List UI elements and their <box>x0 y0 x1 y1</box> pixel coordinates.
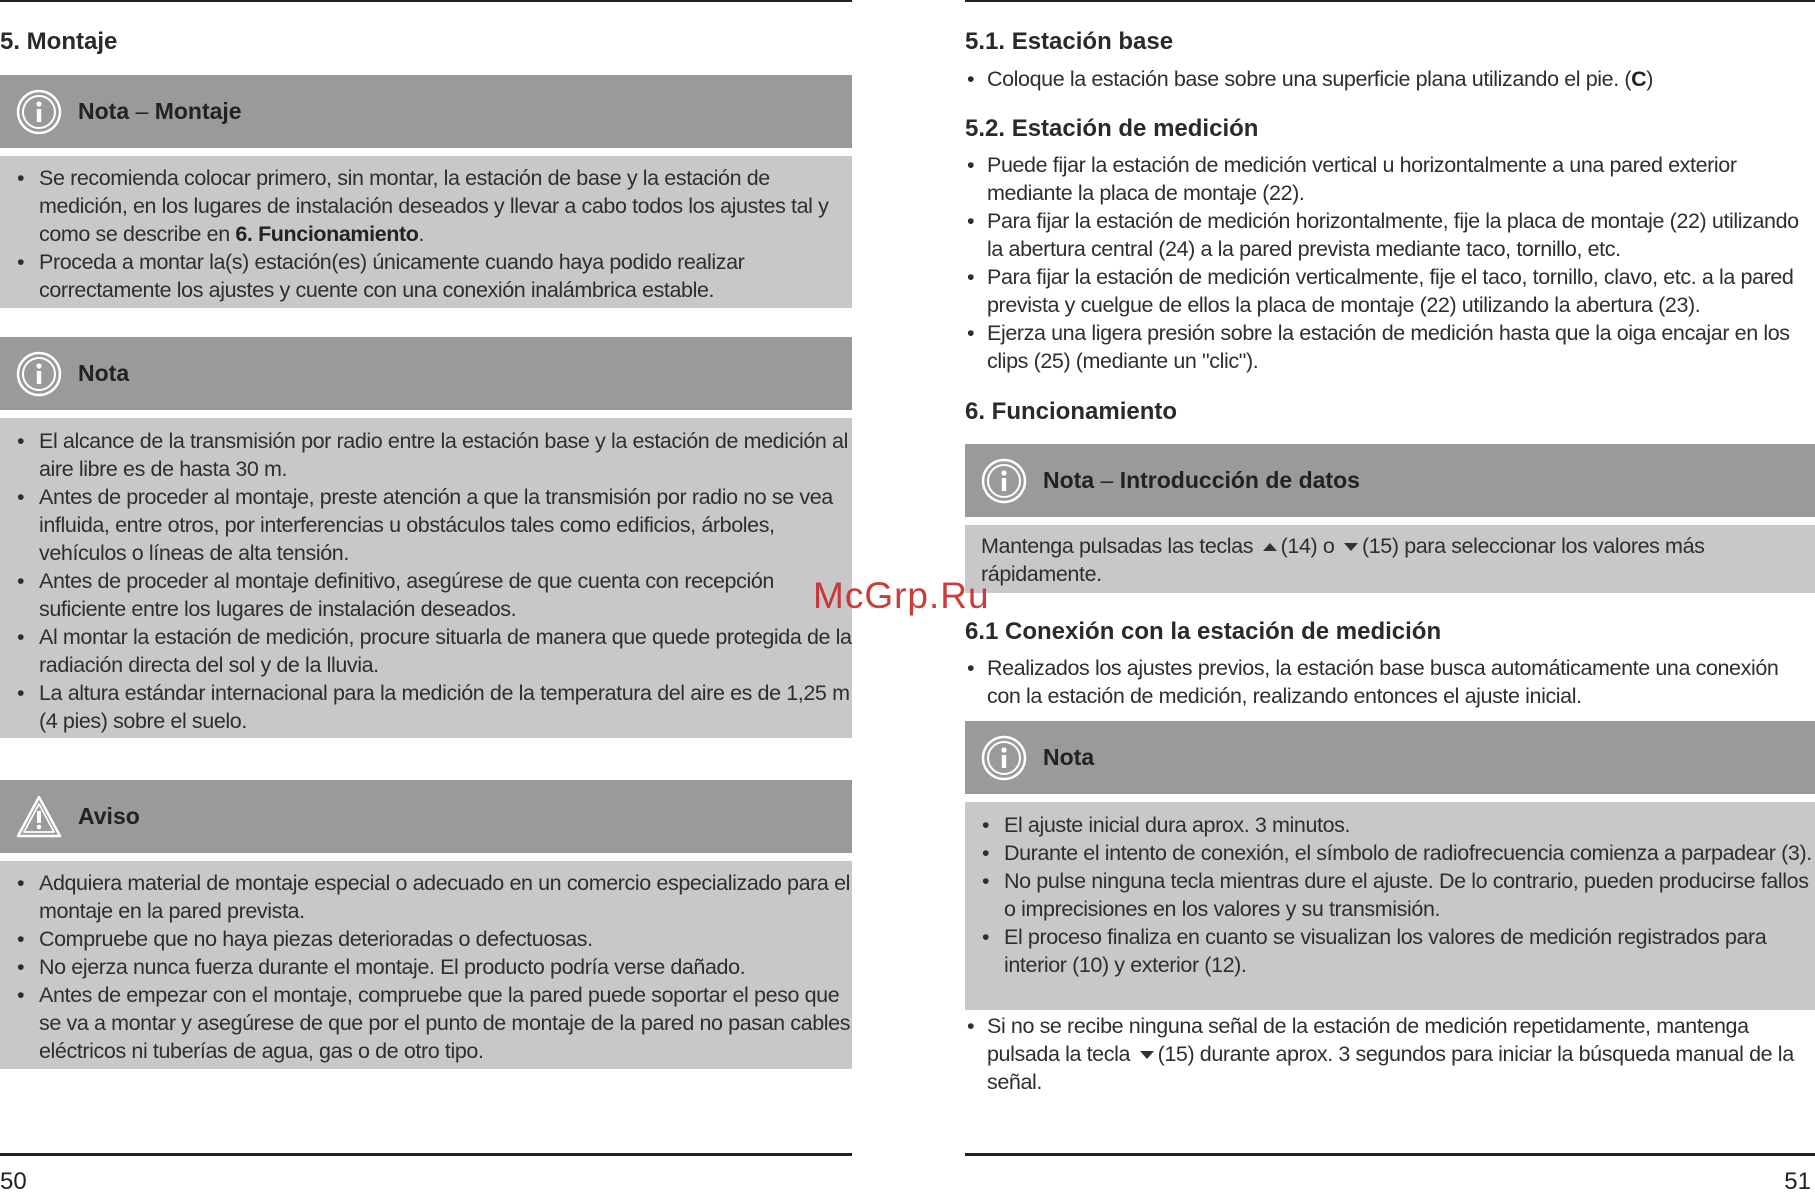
note-header <box>0 337 852 410</box>
warning-title: Aviso <box>78 803 140 829</box>
note-montaje-body <box>0 156 852 308</box>
right-page <box>965 0 1815 1195</box>
watermark: McGrp.Ru <box>813 575 990 616</box>
note-body <box>965 802 1815 1010</box>
estacion-medicion-list <box>965 151 1815 375</box>
note-list <box>0 418 852 735</box>
note-list <box>965 802 1815 979</box>
list-item: • La altura estándar internacional para la medición de la temperatura del aire es de 1,25 m (4 pies) sobre el suelo. <box>0 679 852 735</box>
arrow-down-icon <box>1344 543 1358 551</box>
list-item: • El proceso finaliza en cuanto se visualizan los valores de medición registrados para interior (10) y exterior (12). <box>965 923 1815 979</box>
note-introduccion-header <box>965 444 1815 517</box>
list-item: • Antes de proceder al montaje definitivo, asegúrese de que cuenta con recepción suficiente entre los lugares de instalación deseados. <box>0 567 852 623</box>
list-item: • Durante el intento de conexión, el símbolo de radiofrecuencia comienza a parpadear (3). <box>965 839 1815 867</box>
note-title: Nota – Montaje <box>78 98 242 124</box>
section-heading-funcionamiento: 6. Funcionamiento <box>965 398 1178 425</box>
section-heading-estacion-base: 5.1. Estación base <box>965 28 1174 55</box>
warning-list <box>0 861 852 1065</box>
list-item: • Para fijar la estación de medición verticalmente, fije el taco, tornillo, clavo, etc. a la pared prevista y cuelgue de ellos la placa de montaje (22) utilizando la abertura (23). <box>965 263 1815 319</box>
top-rule <box>965 0 1815 2</box>
warning-body <box>0 861 852 1069</box>
note-title: Nota <box>1043 744 1095 770</box>
warning-header <box>0 780 852 853</box>
note-title: Nota – Introducción de datos <box>1043 467 1360 493</box>
conexion-list <box>965 654 1815 710</box>
list-item: • Al montar la estación de medición, procure situarla de manera que quede protegida de la radiación directa del sol y de la lluvia. <box>0 623 852 679</box>
list-item: • El alcance de la transmisión por radio entre la estación base y la estación de medición al aire libre es de hasta 30 m. <box>0 427 852 483</box>
info-icon <box>981 458 1027 504</box>
page-number: 51 <box>1784 1168 1811 1195</box>
list-item: • Adquiera material de montaje especial o adecuado en un comercio especializado para el montaje en la pared prevista. <box>0 869 852 925</box>
estacion-base-list <box>965 65 1815 93</box>
info-icon <box>981 735 1027 781</box>
top-rule <box>0 0 852 2</box>
list-item: • No pulse ninguna tecla mientras dure el ajuste. De lo contrario, pueden producirse fallos o imprecisiones en los valores y su transmisión. <box>965 867 1815 923</box>
note-title: Nota <box>78 360 130 386</box>
list-item: • No ejerza nunca fuerza durante el montaje. El producto podría verse dañado. <box>0 953 852 981</box>
note-header <box>965 721 1815 794</box>
info-icon <box>16 351 62 397</box>
list-item: • Proceda a montar la(s) estación(es) únicamente cuando haya podido realizar correctamente los ajustes y cuente con una conexión inalámbrica estable. <box>0 248 852 304</box>
page-number: 50 <box>0 1168 27 1195</box>
warning-icon <box>16 794 62 840</box>
list-item: • Puede fijar la estación de medición vertical u horizontalmente a una pared exterior mediante la placa de montaje (22). <box>965 151 1815 207</box>
arrow-up-icon <box>1263 543 1277 551</box>
note-text: Mantenga pulsadas las teclas (14) o (15) para seleccionar los valores más rápidamente. <box>981 534 1705 586</box>
list-item: • Si no se recibe ninguna señal de la estación de medición repetidamente, mantenga pulsada la tecla (15) durante aprox. 3 segundos para iniciar la búsqueda manual de la señal. <box>965 1012 1815 1096</box>
info-icon <box>16 89 62 135</box>
list-item: • Ejerza una ligera presión sobre la estación de medición hasta que la oiga encajar en los clips (25) (mediante un "clic"). <box>965 319 1815 375</box>
left-page <box>0 0 852 1195</box>
list-item: • El ajuste inicial dura aprox. 3 minutos. <box>965 811 1815 839</box>
list-item: • Coloque la estación base sobre una superficie plana utilizando el pie. (C) <box>965 65 1815 93</box>
note-montaje-header <box>0 75 852 148</box>
note-introduccion-body <box>965 525 1815 593</box>
list-item: • Para fijar la estación de medición horizontalmente, fije la placa de montaje (22) utilizando la abertura central (24) a la pared prevista mediante taco, tornillo, etc. <box>965 207 1815 263</box>
conexion-final-list <box>965 1012 1815 1096</box>
bottom-rule <box>965 1153 1815 1156</box>
list-item: • Antes de empezar con el montaje, compruebe que la pared puede soportar el peso que se va a montar y asegúrese de que por el punto de montaje de la pared no pasan cables eléctricos ni tuberías de agua, gas o de otro tipo. <box>0 981 852 1065</box>
section-heading-estacion-medicion: 5.2. Estación de medición <box>965 115 1259 142</box>
list-item: • Se recomienda colocar primero, sin montar, la estación de base y la estación de medición, en los lugares de instalación deseados y llevar a cabo todos los ajustes tal y como se describe en 6. Funcionamiento. <box>0 164 852 248</box>
note-montaje-list <box>0 156 852 304</box>
list-item: • Realizados los ajustes previos, la estación base busca automáticamente una conexión con la estación de medición, realizando entonces el ajuste inicial. <box>965 654 1815 710</box>
list-item: • Compruebe que no haya piezas deterioradas o defectuosas. <box>0 925 852 953</box>
section-heading-montaje: 5. Montaje <box>0 28 118 55</box>
section-heading-conexion: 6.1 Conexión con la estación de medición <box>965 618 1442 645</box>
bottom-rule <box>0 1153 852 1156</box>
note-body <box>0 418 852 738</box>
list-item: • Antes de proceder al montaje, preste atención a que la transmisión por radio no se vea influida, entre otros, por interferencias u obstáculos tales como edificios, árboles, vehículos o líneas de alta tensión. <box>0 483 852 567</box>
arrow-down-icon <box>1140 1051 1154 1059</box>
